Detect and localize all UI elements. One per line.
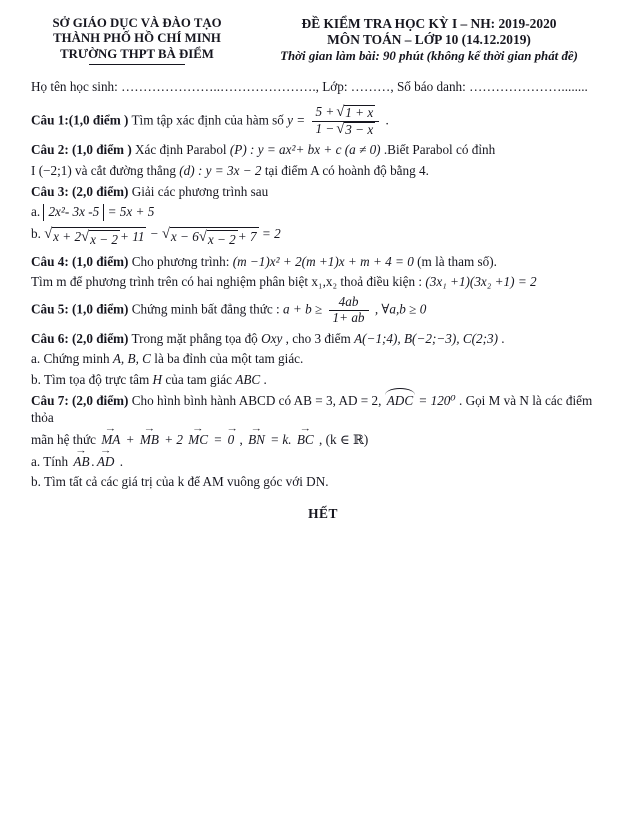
question-2-line1 — [31, 141, 615, 159]
radical-sign-icon: √ — [161, 226, 170, 243]
q3b-radicand-1 — [52, 227, 146, 249]
q7-line1-eq: = 120⁰ — [418, 392, 456, 408]
q1-lhs: y = — [287, 112, 306, 128]
vector-BC-label: BC — [296, 432, 314, 448]
vector-zero-label: 0 — [227, 432, 235, 448]
header-underline-rule — [89, 64, 185, 65]
vector-zero — [225, 424, 238, 449]
question-5 — [31, 295, 615, 326]
vector-MB — [139, 424, 159, 449]
q2-line2-post: tại điểm A có hoành độ bằng 4. — [264, 162, 429, 178]
q3b-r1-post: + 11 — [120, 229, 145, 245]
vector-arrow-icon: → — [99, 445, 112, 455]
question-7a — [31, 445, 615, 471]
q7a-end: . — [119, 453, 124, 469]
q3b-radical-2 — [162, 227, 259, 249]
vector-arrow-icon: → — [143, 424, 156, 434]
q5-math-post: , ∀a,b ≥ 0 — [374, 301, 427, 317]
q2-text2: .Biết Parabol có đỉnh — [383, 142, 496, 158]
q3b-radicand-2 — [170, 227, 259, 249]
q3b-inner-radicand-1: x − 2 — [90, 232, 119, 248]
question-7b: b. Tìm tất cả các giá trị của k để AM vuông góc với DN. — [31, 474, 329, 490]
question-1 — [31, 105, 615, 138]
radical-sign-icon: √ — [336, 103, 345, 120]
q6b-end: . — [263, 372, 267, 388]
vector-MB-label: MB — [139, 432, 159, 448]
q7-op3: = — [213, 432, 223, 448]
q6b-mid: của tam giác — [165, 372, 233, 388]
q5-fraction — [329, 295, 369, 326]
question-4-line1 — [31, 253, 615, 271]
q5-text: Chứng minh bất đẳng thức : — [131, 301, 280, 317]
radical-sign-icon: √ — [44, 226, 53, 243]
question-4-line2 — [31, 273, 615, 291]
exam-duration: Thời gian làm bài: 90 phút (không kể thời gian phát đề) — [280, 48, 578, 63]
school-name: TRƯỜNG THPT BÀ ĐIỂM — [60, 46, 214, 61]
issuer-line-2: THÀNH PHỐ HỒ CHÍ MINH — [53, 31, 221, 46]
q4-equation: (m −1)x² + 2(m +1)x + m + 4 = 0 — [232, 253, 414, 269]
q3b-r2-pre: x − 6 — [170, 229, 199, 245]
exam-title-block — [243, 16, 615, 64]
q5-label: Câu 5: (1,0 điểm) — [31, 301, 129, 317]
q7-line1-post: . Gọi M và N là các điểm thỏa — [31, 392, 593, 426]
q2-line-equation: (d) : y = 3x − 2 — [179, 162, 262, 178]
vector-MC — [188, 424, 209, 449]
q6b-abc: ABC — [235, 372, 261, 388]
vector-BC — [296, 424, 314, 449]
q1-denominator — [312, 121, 380, 138]
vector-arrow-icon: → — [225, 424, 238, 434]
question-6a — [31, 350, 615, 368]
q3-text: Giải các phương trình sau — [131, 183, 269, 199]
q1-num-pre: 5 + — [315, 103, 335, 119]
q3b-minus: − — [149, 226, 159, 242]
q7a-dot: . — [91, 453, 95, 469]
q6-label: Câu 6: (2,0 điểm) — [31, 330, 129, 346]
q3b-r1-pre: x + 2 — [53, 229, 82, 245]
q4-line2-math: (3x₁ +1)(3x₂ +1) = 2 — [425, 274, 537, 290]
q7-line1-pre: Cho hình bình hành ABCD có AB = 3, AD = 2, — [131, 392, 382, 408]
q6b-h: H — [152, 372, 163, 388]
q6-oxy: Oxy — [261, 330, 283, 346]
q4-text2: (m là tham số). — [417, 253, 497, 269]
q7-line2-post: , (k ∈ ℝ) — [319, 432, 369, 448]
q3b-rhs: = 2 — [261, 226, 281, 242]
vector-MC-label: MC — [188, 432, 209, 448]
q1-end: . — [385, 112, 389, 128]
q3a-absolute-value — [43, 204, 104, 221]
q1-num-radicand: 1 + x — [345, 104, 374, 120]
q3b-label: b. — [31, 226, 41, 242]
vector-BN — [248, 424, 265, 449]
q6-points: A(−1;4), B(−2;−3), C(2;3) — [354, 330, 498, 346]
issuer-line-1: SỞ GIÁO DỤC VÀ ĐÀO TẠO — [52, 16, 222, 30]
radical-sign-icon: √ — [81, 229, 90, 246]
radical-sign-icon: √ — [198, 229, 207, 246]
vector-AB — [73, 445, 90, 471]
q3b-inner-radical-1 — [81, 230, 120, 249]
vector-AD — [96, 445, 115, 471]
vector-arrow-icon: → — [104, 424, 117, 434]
question-2-line2 — [31, 162, 615, 180]
q3b-inner-radical-2 — [199, 230, 238, 249]
q4-line2-text: Tìm m để phương trình trên có hai nghiệm phân biệt x₁,x₂ thoả điều kiện : — [31, 274, 423, 290]
vector-AD-label: AD — [96, 453, 115, 469]
q7-op2: + 2 — [164, 432, 183, 448]
q3b-inner-radicand-2: x − 2 — [207, 232, 236, 248]
q2-label: Câu 2: (1,0 điểm ) — [31, 142, 132, 158]
vector-AB-label: AB — [73, 453, 90, 469]
q7a-pre: a. Tính — [31, 453, 69, 469]
question-6 — [31, 330, 615, 348]
q1-numerator — [312, 105, 380, 121]
q7-line2-pre: mãn hệ thức — [31, 432, 97, 448]
q7-angle-adc: ADC — [386, 392, 414, 408]
vector-arrow-icon: → — [250, 424, 263, 434]
vector-BN-label: BN — [248, 432, 265, 448]
q3-label: Câu 3: (2,0 điểm) — [31, 183, 129, 199]
q6-text1: Trong mặt phẳng tọa độ — [131, 330, 258, 346]
exam-subject: MÔN TOÁN – LỚP 10 (14.12.2019) — [327, 32, 531, 48]
q1-den-pre: 1 − — [315, 120, 335, 136]
q6a-math: A, B, C — [112, 351, 151, 367]
q1-den-radical — [336, 122, 375, 138]
q1-text: Tìm tập xác định của hàm số — [131, 112, 284, 128]
q1-fraction — [312, 105, 380, 138]
vector-arrow-icon: → — [75, 445, 88, 455]
question-7-line1 — [31, 392, 615, 427]
question-3a — [31, 203, 615, 221]
question-3b — [31, 225, 615, 249]
q6b-pre: b. Tìm tọa độ trực tâm — [31, 372, 150, 388]
q2-text1: Xác định Parabol — [135, 142, 227, 158]
question-6b — [31, 371, 615, 389]
student-info-line: Họ tên học sinh: …………………..…………………., Lớp: ………, Số báo danh: …………………........ — [31, 79, 588, 95]
q2-condition: (a ≠ 0) — [344, 142, 381, 158]
q4-label: Câu 4: (1,0 điểm) — [31, 253, 129, 269]
vector-arrow-icon: → — [299, 424, 312, 434]
q6-text2: , cho 3 điểm — [285, 330, 351, 346]
vector-arrow-icon: → — [192, 424, 205, 434]
q6a-post: là ba đỉnh của một tam giác. — [154, 351, 304, 367]
q2-parabola-equation: (P) : y = ax²+ bx + c — [229, 142, 342, 158]
exam-title: ĐỀ KIỂM TRA HỌC KỲ I – NH: 2019-2020 — [301, 16, 557, 31]
end-of-exam-mark: HẾT — [308, 506, 338, 522]
q3b-radical-1 — [44, 227, 146, 249]
q3a-rhs: = 5x + 5 — [107, 204, 155, 220]
q7-op1: + — [125, 432, 135, 448]
q3a-label: a. — [31, 204, 41, 220]
q5-denominator: 1+ ab — [329, 310, 369, 326]
q7-op4: , — [239, 432, 243, 448]
q7-label: Câu 7: (2,0 điểm) — [31, 392, 129, 408]
q7-op5: = k. — [270, 432, 292, 448]
q2-line2-pre: I (−2;1) và cắt đường thẳng — [31, 162, 176, 178]
q1-den-radicand: 3 − x — [345, 121, 374, 137]
radical-sign-icon: √ — [336, 120, 345, 137]
issuer-block — [31, 16, 243, 65]
q3a-abs-content: 2x²- 3x -5 — [48, 204, 100, 220]
document-header — [31, 16, 615, 65]
q1-label: Câu 1:(1,0 điểm ) — [31, 112, 129, 128]
vector-MA-label: MA — [101, 432, 121, 448]
q6a-pre: a. Chứng minh — [31, 351, 110, 367]
question-3 — [31, 183, 615, 201]
q5-math-pre: a + b ≥ — [283, 301, 323, 317]
q6-text3: . — [501, 330, 505, 346]
q5-numerator: 4ab — [338, 294, 359, 310]
q3b-r2-post: + 7 — [237, 229, 257, 245]
q4-text1: Cho phương trình: — [131, 253, 230, 269]
q1-num-radical — [336, 105, 375, 121]
